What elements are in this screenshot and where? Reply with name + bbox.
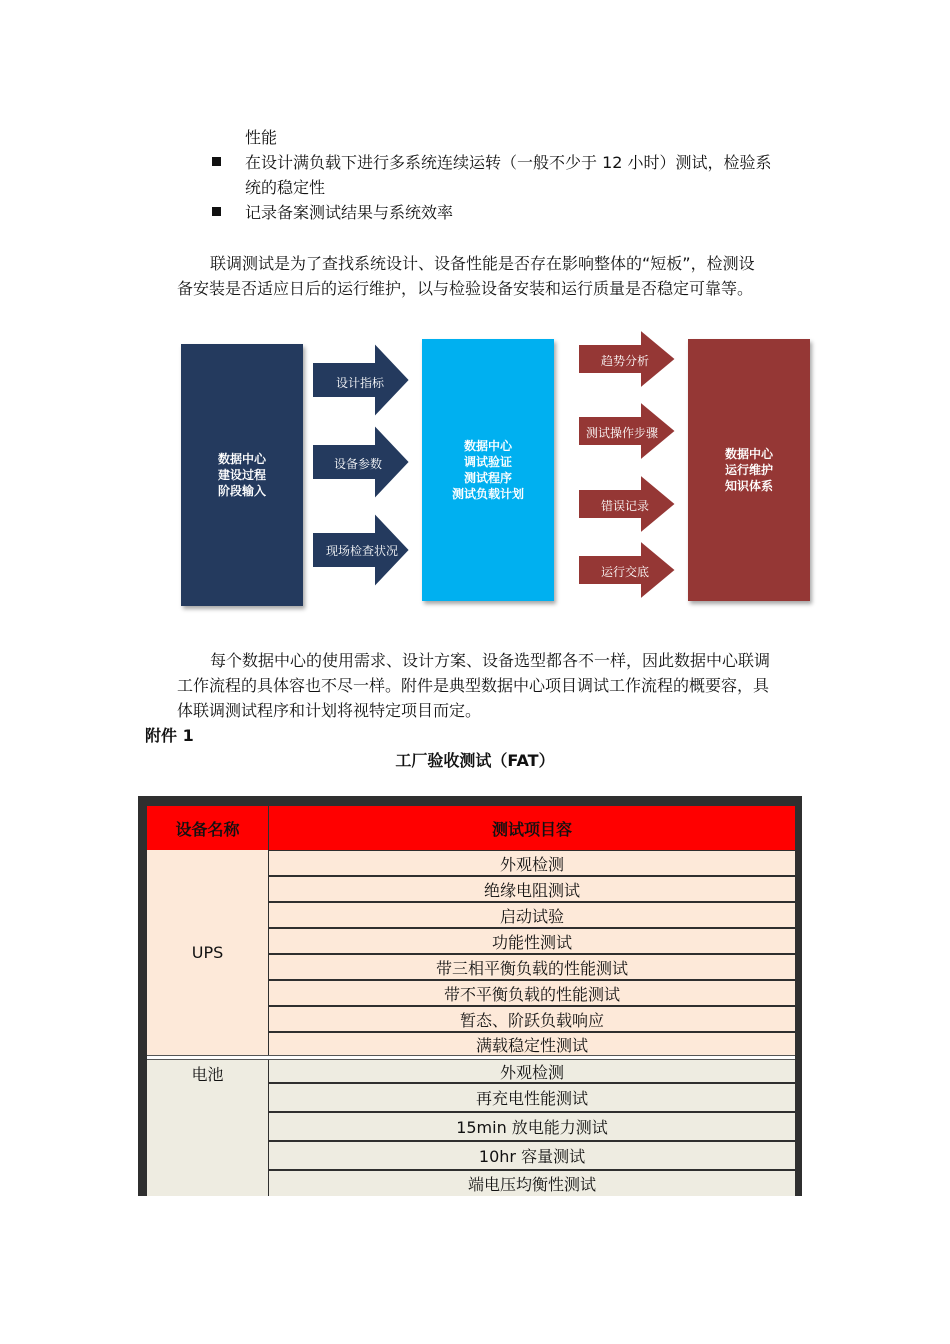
bullet-marker	[212, 207, 221, 216]
bullet-text-1b: 统的稳定性	[245, 178, 326, 197]
knowledge-box	[688, 339, 810, 601]
arrow-label-design: 设计指标	[336, 376, 385, 390]
paragraph-2-line-2: 工作流程的具体容也不尽一样。附件是典型数据中心项目调试工作流程的概要容，具	[177, 676, 770, 695]
table-row: 启动试验	[269, 903, 795, 927]
commissioning-box	[422, 339, 554, 601]
table-header-device: 设备名称	[147, 806, 268, 850]
knowledge-line: 数据中心	[724, 447, 773, 461]
table-row: 暂态、阶跃负载响应	[269, 1007, 795, 1031]
table-row: 外观检测	[269, 1060, 795, 1082]
bullet-text-2: 记录备案测试结果与系统效率	[245, 203, 454, 222]
table-row: 满载稳定性测试	[269, 1033, 795, 1055]
commissioning-line: 测试负载计划	[451, 487, 524, 501]
attachment-label: 附件 1	[145, 726, 194, 745]
bullet-marker	[212, 157, 221, 166]
commissioning-line: 调试验证	[463, 455, 512, 469]
table-row: 绝缘电阻测试	[269, 877, 795, 901]
device-cell-battery: 电池	[147, 1060, 268, 1196]
arrow-label-steps: 测试操作步骤	[586, 426, 659, 440]
input-stage-box	[181, 344, 303, 606]
knowledge-line: 知识体系	[724, 479, 773, 493]
commissioning-line: 测试程序	[463, 471, 512, 485]
arrow-label-trend: 趋势分析	[601, 354, 650, 368]
input-stage-line: 建设过程	[217, 468, 266, 482]
paragraph-1-line-1: 联调测试是为了查找系统设计、设备性能是否存在影响整体的“短板”，检测设	[210, 254, 755, 273]
table-title: 工厂验收测试（FAT）	[395, 751, 555, 770]
input-stage-line: 数据中心	[217, 452, 266, 466]
table-row: 功能性测试	[269, 929, 795, 953]
arrow-label-site-check: 现场检查状况	[326, 544, 399, 558]
table-row: 10hr 容量测试	[269, 1142, 795, 1169]
table-row: 再充电性能测试	[269, 1084, 795, 1111]
input-stage-line: 阶段输入	[217, 484, 266, 498]
table-row: 外观检测	[269, 851, 795, 875]
bullet-text-1a: 在设计满负载下进行多系统连续运转（一般不少于 12 小时）测试，检验系	[245, 153, 772, 172]
table-header-items: 测试项目容	[269, 806, 795, 850]
table-row: 带不平衡负载的性能测试	[269, 981, 795, 1005]
paragraph-1-line-2: 备安装是否适应日后的运行维护，以与检验设备安装和运行质量是否稳定可靠等。	[177, 279, 754, 298]
paragraph-2-line-3: 体联调测试程序和计划将视特定项目而定。	[177, 701, 482, 720]
device-cell-ups: UPS	[147, 850, 268, 1055]
arrow-label-params: 设备参数	[334, 457, 383, 471]
table-row: 带三相平衡负载的性能测试	[269, 955, 795, 979]
table-row: 15min 放电能力测试	[269, 1113, 795, 1140]
commissioning-line: 数据中心	[463, 439, 512, 453]
text-line-continuation: 性能	[245, 128, 278, 147]
paragraph-2-line-1: 每个数据中心的使用需求、设计方案、设备选型都各不一样，因此数据中心联调	[210, 651, 771, 670]
arrow-label-errors: 错误记录	[601, 499, 650, 513]
knowledge-line: 运行维护	[724, 463, 773, 477]
arrow-label-handover: 运行交底	[601, 565, 650, 579]
table-row: 端电压均衡性测试	[269, 1171, 795, 1196]
